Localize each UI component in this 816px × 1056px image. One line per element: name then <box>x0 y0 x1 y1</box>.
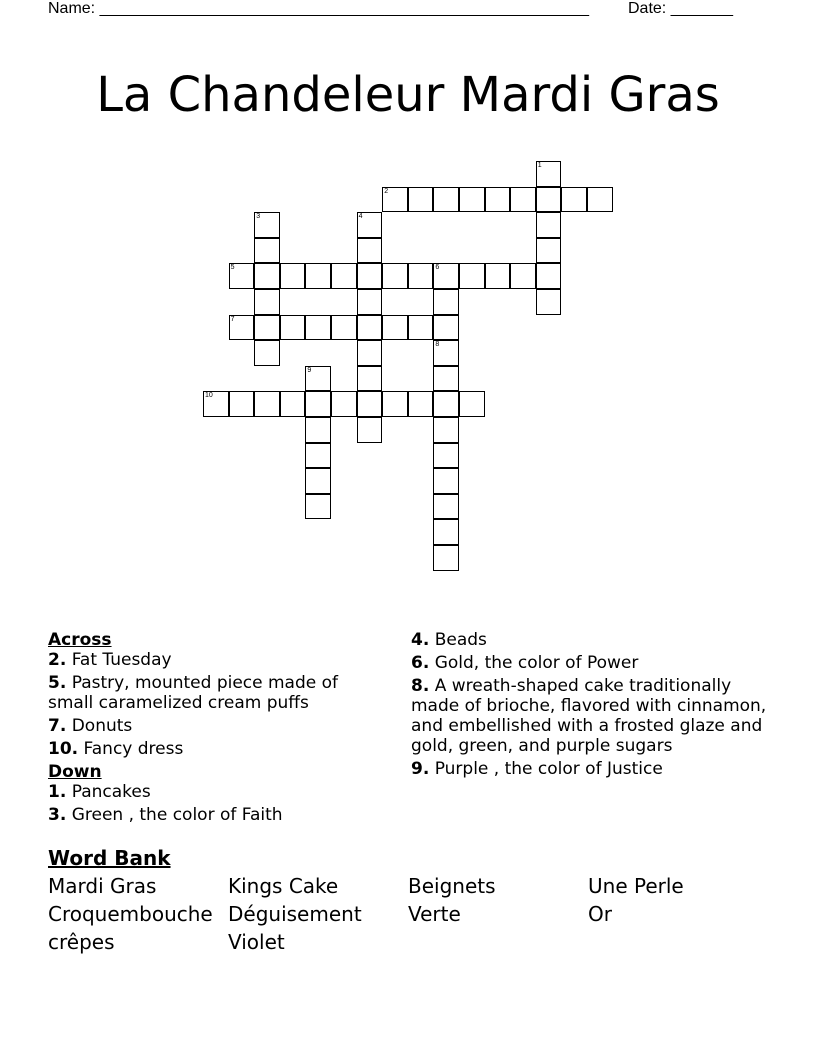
grid-cell[interactable] <box>408 263 434 289</box>
grid-cell[interactable] <box>229 315 255 341</box>
grid-cell[interactable] <box>305 315 331 341</box>
clue-text: Fat Tuesday <box>71 650 172 670</box>
grid-cell[interactable] <box>203 391 229 417</box>
grid-cell[interactable] <box>254 212 280 238</box>
grid-cell[interactable] <box>357 212 383 238</box>
grid-cell[interactable] <box>305 366 331 392</box>
clue-across-2 <box>48 650 378 670</box>
word-bank-title: Word Bank <box>48 846 171 870</box>
grid-cell[interactable] <box>382 187 408 213</box>
grid-cell[interactable] <box>433 340 459 366</box>
grid-cell[interactable] <box>536 263 562 289</box>
clue-text: Pastry, mounted piece made of small caramelized cream puffs <box>48 673 339 713</box>
grid-cell[interactable] <box>536 289 562 315</box>
grid-cell[interactable] <box>331 315 357 341</box>
grid-cell[interactable] <box>587 187 613 213</box>
grid-cell[interactable] <box>433 443 459 469</box>
grid-cell[interactable] <box>382 315 408 341</box>
grid-cell[interactable] <box>561 187 587 213</box>
clue-down-3 <box>48 805 378 825</box>
clue-number: 4. <box>411 630 430 650</box>
word-bank <box>48 874 768 954</box>
grid-cell[interactable] <box>305 391 331 417</box>
cell-number: 10 <box>205 392 213 400</box>
cell-number: 8 <box>435 341 440 349</box>
grid-cell[interactable] <box>331 391 357 417</box>
grid-cell[interactable] <box>305 263 331 289</box>
clue-across-10 <box>48 739 378 759</box>
cell-number: 3 <box>256 213 261 221</box>
grid-cell[interactable] <box>433 187 459 213</box>
clue-number: 3. <box>48 805 67 825</box>
word-bank-item: Or <box>588 902 612 926</box>
grid-cell[interactable] <box>459 391 485 417</box>
clue-number: 8. <box>411 676 430 696</box>
grid-cell[interactable] <box>408 315 434 341</box>
clues-left-column <box>48 630 378 828</box>
clue-text: Fancy dress <box>83 739 184 759</box>
clue-number: 7. <box>48 716 67 736</box>
grid-cell[interactable] <box>357 263 383 289</box>
clue-down-1 <box>48 782 378 802</box>
clue-text: Pancakes <box>71 782 151 802</box>
grid-cell[interactable] <box>331 263 357 289</box>
clue-text: Purple , the color of Justice <box>434 759 663 779</box>
clue-number: 10. <box>48 739 79 759</box>
grid-cell[interactable] <box>433 366 459 392</box>
grid-cell[interactable] <box>229 263 255 289</box>
grid-cell[interactable] <box>408 187 434 213</box>
word-bank-item: Beignets <box>408 874 496 898</box>
clue-number: 1. <box>48 782 67 802</box>
clue-across-5 <box>48 673 378 713</box>
grid-cell[interactable] <box>357 366 383 392</box>
cell-number: 4 <box>358 213 363 221</box>
cell-number: 5 <box>230 264 235 272</box>
clue-down-6 <box>411 653 771 673</box>
cell-number: 2 <box>384 187 389 195</box>
grid-cell[interactable] <box>305 443 331 469</box>
grid-cell[interactable] <box>536 161 562 187</box>
clue-down-4 <box>411 630 771 650</box>
grid-cell[interactable] <box>433 519 459 545</box>
grid-cell[interactable] <box>305 468 331 494</box>
grid-cell[interactable] <box>382 263 408 289</box>
grid-cell[interactable] <box>459 263 485 289</box>
grid-cell[interactable] <box>254 238 280 264</box>
grid-cell[interactable] <box>485 263 511 289</box>
grid-cell[interactable] <box>510 263 536 289</box>
puzzle-title: La Chandeleur Mardi Gras <box>96 67 720 124</box>
word-bank-item: Une Perle <box>588 874 684 898</box>
clue-down-9 <box>411 759 771 779</box>
word-bank-item: Mardi Gras <box>48 874 157 898</box>
clue-text: A wreath-shaped cake traditionally made of brioche, flavored with cinnamon, and embellished with a frosted glaze and gold, green, and purple sugars <box>411 676 767 756</box>
clue-text: Beads <box>434 630 487 650</box>
grid-cell[interactable] <box>254 263 280 289</box>
grid-cell[interactable] <box>433 545 459 571</box>
clue-text: Green , the color of Faith <box>71 805 283 825</box>
grid-cell[interactable] <box>280 315 306 341</box>
clue-across-7 <box>48 716 378 736</box>
word-bank-item: crêpes <box>48 930 115 954</box>
grid-cell[interactable] <box>305 494 331 520</box>
grid-cell[interactable] <box>536 238 562 264</box>
grid-cell[interactable] <box>459 187 485 213</box>
grid-cell[interactable] <box>382 391 408 417</box>
grid-cell[interactable] <box>433 315 459 341</box>
clue-number: 5. <box>48 673 67 693</box>
grid-cell[interactable] <box>433 468 459 494</box>
down-heading: Down <box>48 762 102 782</box>
clue-text: Donuts <box>71 716 133 736</box>
clue-text: Gold, the color of Power <box>434 653 639 673</box>
grid-cell[interactable] <box>510 187 536 213</box>
grid-cell[interactable] <box>536 212 562 238</box>
grid-cell[interactable] <box>280 391 306 417</box>
clue-number: 6. <box>411 653 430 673</box>
grid-cell[interactable] <box>357 289 383 315</box>
grid-cell[interactable] <box>357 315 383 341</box>
date-field-label[interactable]: Date: _______ <box>628 0 733 17</box>
grid-cell[interactable] <box>357 340 383 366</box>
grid-cell[interactable] <box>357 391 383 417</box>
grid-cell[interactable] <box>280 263 306 289</box>
grid-cell[interactable] <box>433 417 459 443</box>
word-bank-item: Croquembouche <box>48 902 213 926</box>
cell-number: 6 <box>435 264 440 272</box>
grid-cell[interactable] <box>485 187 511 213</box>
grid-cell[interactable] <box>408 391 434 417</box>
grid-cell[interactable] <box>433 391 459 417</box>
clue-number: 2. <box>48 650 67 670</box>
grid-cell[interactable] <box>433 289 459 315</box>
grid-cell[interactable] <box>433 263 459 289</box>
word-bank-item: Violet <box>228 930 285 954</box>
clue-down-8 <box>411 676 771 756</box>
word-bank-item: Kings Cake <box>228 874 339 898</box>
name-field-label[interactable]: Name: _______________________________________________________ <box>48 0 589 17</box>
grid-cell[interactable] <box>357 238 383 264</box>
grid-cell[interactable] <box>305 417 331 443</box>
grid-cell[interactable] <box>536 187 562 213</box>
cell-number: 1 <box>537 162 542 169</box>
grid-cell[interactable] <box>254 289 280 315</box>
word-bank-item: Verte <box>408 902 461 926</box>
grid-cell[interactable] <box>254 315 280 341</box>
clues-right-column <box>411 630 771 782</box>
word-bank-item: Déguisement <box>228 902 362 926</box>
across-heading: Across <box>48 630 112 650</box>
cell-number: 7 <box>230 315 235 323</box>
grid-cell[interactable] <box>254 391 280 417</box>
grid-cell[interactable] <box>254 340 280 366</box>
cell-number: 9 <box>307 366 312 374</box>
grid-cell[interactable] <box>433 494 459 520</box>
grid-cell[interactable] <box>357 417 383 443</box>
clue-number: 9. <box>411 759 430 779</box>
grid-cell[interactable] <box>229 391 255 417</box>
